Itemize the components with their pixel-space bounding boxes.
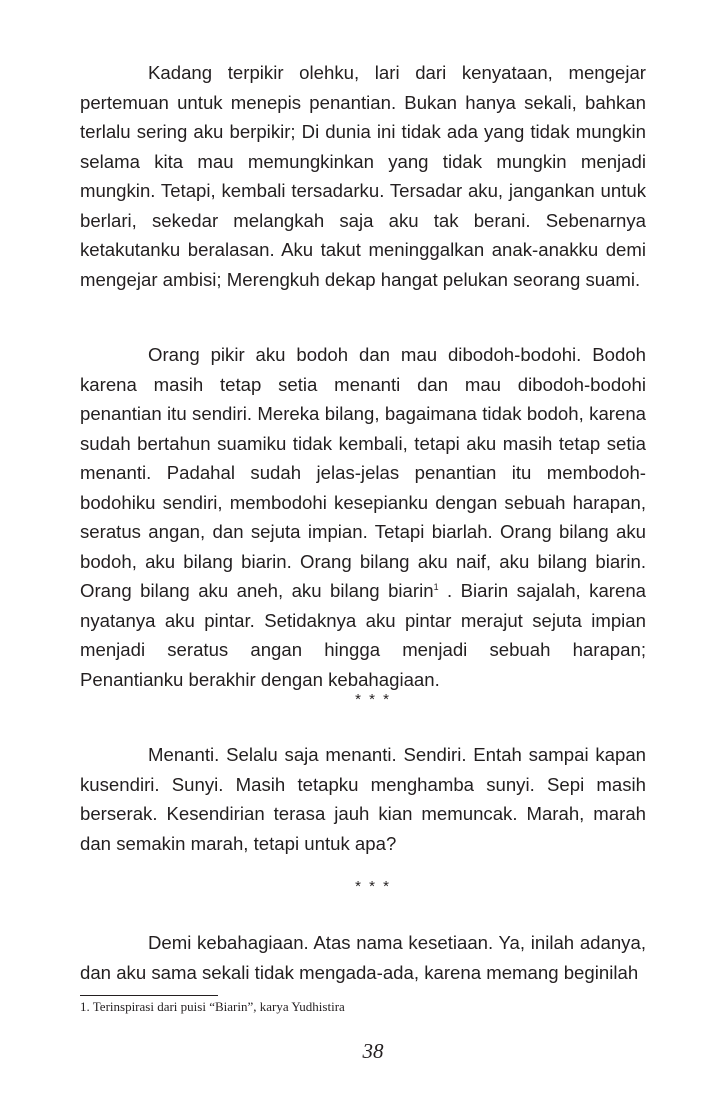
page-number: 38 — [362, 1039, 384, 1063]
footnote-reference: 1 — [433, 581, 439, 592]
paragraph-3 — [80, 740, 646, 858]
paragraph-2-text — [80, 340, 646, 694]
paragraph-1-text: Kadang terpikir olehku, lari dari kenyataan, mengejar pertemuan untuk menepis penantian. Bukan hanya sekali, bahkan terlalu sering aku berpikir; Di dunia ini tidak ada yang tidak mungkin selama kita mau memungkinkan yang tidak mungkin menjadi mungkin. Tetapi, kembali tersadarku. Tersadar aku, jangankan untuk berlari, sekedar melangkah saja aku tak berani. Sebenarnya ketakutanku beralasan. Aku takut meninggalkan anak-anakku demi mengejar ambisi; Merengkuh dekap hangat pelukan seorang suami. — [80, 62, 646, 290]
paragraph-2-text-start: Orang pikir aku bodoh dan mau dibodoh-bodohi. Bodoh karena masih tetap setia menanti dan mau dibodoh-bodohi penantian itu sendiri. Mereka bilang, bagaimana tidak bodoh, karena sudah bertahun suamiku tidak kembali, tetapi aku masih tetap setia menanti. Padahal sudah jelas-jelas penantian itu membodoh-bodohiku sendiri, membodohi kesepianku dengan sebuah harapan, seratus angan, dan sejuta impian. Tetapi biarlah. Orang bilang aku bodoh, aku bilang biarin. Orang bilang aku naif, aku bilang biarin. Orang bilang aku aneh, aku bilang biarin — [80, 344, 646, 601]
paragraph-4-text: Demi kebahagiaan. Atas nama kesetiaan. Ya, inilah adanya, dan aku sama sekali tidak mengada-ada, karena memang beginilah — [80, 932, 646, 983]
paragraph-2 — [80, 340, 646, 694]
section-separator: * * * — [355, 691, 391, 708]
section-separator: * * * — [355, 878, 391, 895]
paragraph-4 — [80, 928, 646, 987]
footnote-divider — [80, 995, 218, 996]
paragraph-2-text-end: . Biarin sajalah, karena nyatanya aku pintar. Setidaknya aku pintar merajut sejuta impian menjadi seratus angan hingga menjadi sebuah harapan; Penantianku berakhir dengan kebahagiaan. — [80, 580, 646, 690]
footnote: 1. Terinspirasi dari puisi “Biarin”, karya Yudhistira — [80, 999, 345, 1014]
paragraph-1 — [80, 58, 646, 294]
paragraph-3-text: Menanti. Selalu saja menanti. Sendiri. Entah sampai kapan kusendiri. Sunyi. Masih tetapku menghamba sunyi. Sepi masih berserak. Kesendirian terasa jauh kian memuncak. Marah, marah dan semakin marah, tetapi untuk apa? — [80, 744, 646, 854]
